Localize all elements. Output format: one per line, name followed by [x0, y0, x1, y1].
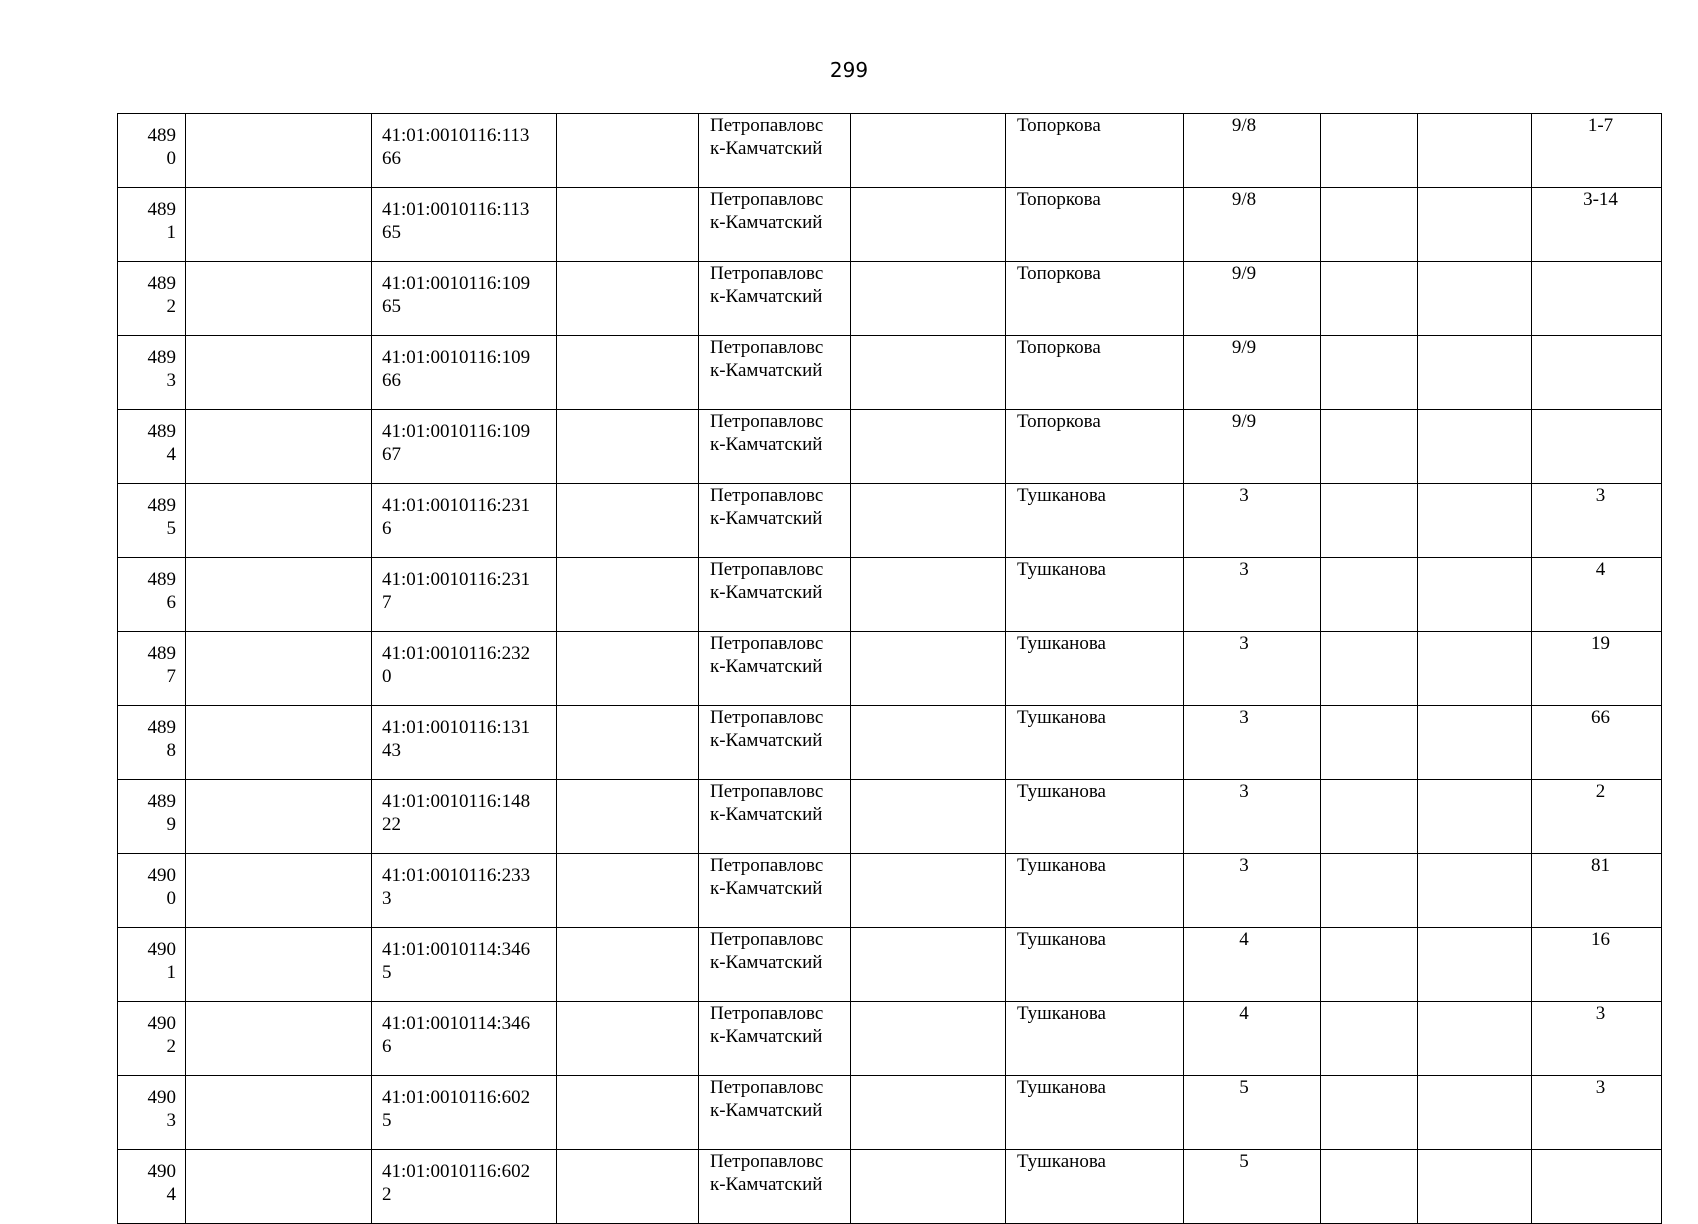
row-number-cell: 489 2	[118, 262, 186, 336]
house-number-cell: 9/9	[1184, 262, 1321, 336]
page-number: 299	[829, 58, 869, 82]
city-cell: Петропавловс к-Камчатский	[699, 262, 851, 336]
city-cell: Петропавловс к-Камчатский	[699, 632, 851, 706]
table-row	[118, 188, 1662, 262]
apartment-number-cell: 3	[1532, 1076, 1662, 1150]
row-number-cell: 490 3	[118, 1076, 186, 1150]
empty-cell	[851, 410, 1006, 484]
street-cell: Тушканова	[1006, 928, 1184, 1002]
cadastral-number-cell: 41:01:0010116:109 65	[372, 262, 557, 336]
empty-cell	[1321, 632, 1418, 706]
row-number-cell: 489 5	[118, 484, 186, 558]
empty-cell	[1321, 410, 1418, 484]
apartment-number-cell: 3-14	[1532, 188, 1662, 262]
cadastral-number-cell: 41:01:0010116:148 22	[372, 780, 557, 854]
city-cell: Петропавловс к-Камчатский	[699, 1076, 851, 1150]
row-number-cell: 489 3	[118, 336, 186, 410]
city-cell: Петропавловс к-Камчатский	[699, 706, 851, 780]
house-number-cell: 9/9	[1184, 410, 1321, 484]
street-cell: Тушканова	[1006, 484, 1184, 558]
cadastral-number-cell: 41:01:0010116:109 66	[372, 336, 557, 410]
empty-cell	[851, 336, 1006, 410]
empty-cell	[557, 262, 699, 336]
cadastral-number-cell: 41:01:0010116:113 65	[372, 188, 557, 262]
empty-cell	[1418, 1150, 1532, 1224]
apartment-number-cell: 4	[1532, 558, 1662, 632]
apartment-number-cell: 81	[1532, 854, 1662, 928]
street-cell: Топоркова	[1006, 336, 1184, 410]
empty-cell	[1418, 928, 1532, 1002]
street-cell: Тушканова	[1006, 1002, 1184, 1076]
row-number-cell: 490 4	[118, 1150, 186, 1224]
city-cell: Петропавловс к-Камчатский	[699, 484, 851, 558]
street-cell: Топоркова	[1006, 188, 1184, 262]
row-number-cell: 490 2	[118, 1002, 186, 1076]
cadastral-number-cell: 41:01:0010116:113 66	[372, 114, 557, 188]
empty-cell	[186, 484, 372, 558]
empty-cell	[557, 780, 699, 854]
empty-cell	[1418, 854, 1532, 928]
empty-cell	[186, 706, 372, 780]
empty-cell	[1418, 632, 1532, 706]
cadastral-number-cell: 41:01:0010114:346 5	[372, 928, 557, 1002]
city-cell: Петропавловс к-Камчатский	[699, 558, 851, 632]
row-number-cell: 489 8	[118, 706, 186, 780]
city-cell: Петропавловс к-Камчатский	[699, 188, 851, 262]
empty-cell	[186, 1076, 372, 1150]
empty-cell	[186, 1002, 372, 1076]
empty-cell	[186, 928, 372, 1002]
empty-cell	[851, 854, 1006, 928]
row-number-cell: 489 6	[118, 558, 186, 632]
cadastral-number-cell: 41:01:0010116:232 0	[372, 632, 557, 706]
apartment-number-cell: 2	[1532, 780, 1662, 854]
cadastral-number-cell: 41:01:0010116:602 2	[372, 1150, 557, 1224]
empty-cell	[851, 1076, 1006, 1150]
apartment-number-cell	[1532, 336, 1662, 410]
street-cell: Топоркова	[1006, 262, 1184, 336]
empty-cell	[557, 336, 699, 410]
table-row	[118, 928, 1662, 1002]
empty-cell	[1418, 410, 1532, 484]
house-number-cell: 5	[1184, 1150, 1321, 1224]
table-row	[118, 1002, 1662, 1076]
empty-cell	[1418, 114, 1532, 188]
table-row	[118, 410, 1662, 484]
empty-cell	[186, 114, 372, 188]
table-row	[118, 336, 1662, 410]
table-row	[118, 632, 1662, 706]
empty-cell	[1418, 1076, 1532, 1150]
empty-cell	[851, 780, 1006, 854]
cadastral-number-cell: 41:01:0010116:602 5	[372, 1076, 557, 1150]
apartment-number-cell	[1532, 410, 1662, 484]
empty-cell	[1321, 1076, 1418, 1150]
house-number-cell: 9/9	[1184, 336, 1321, 410]
apartment-number-cell: 3	[1532, 484, 1662, 558]
empty-cell	[557, 928, 699, 1002]
row-number-cell: 489 4	[118, 410, 186, 484]
empty-cell	[557, 114, 699, 188]
empty-cell	[557, 1150, 699, 1224]
house-number-cell: 4	[1184, 928, 1321, 1002]
street-cell: Тушканова	[1006, 780, 1184, 854]
table-row	[118, 1076, 1662, 1150]
house-number-cell: 9/8	[1184, 114, 1321, 188]
cadastral-number-cell: 41:01:0010116:131 43	[372, 706, 557, 780]
house-number-cell: 3	[1184, 632, 1321, 706]
street-cell: Тушканова	[1006, 1150, 1184, 1224]
row-number-cell: 490 1	[118, 928, 186, 1002]
empty-cell	[557, 854, 699, 928]
city-cell: Петропавловс к-Камчатский	[699, 780, 851, 854]
empty-cell	[1418, 1002, 1532, 1076]
empty-cell	[557, 1076, 699, 1150]
street-cell: Тушканова	[1006, 1076, 1184, 1150]
empty-cell	[1321, 1150, 1418, 1224]
city-cell: Петропавловс к-Камчатский	[699, 410, 851, 484]
empty-cell	[851, 632, 1006, 706]
city-cell: Петропавловс к-Камчатский	[699, 336, 851, 410]
empty-cell	[1418, 188, 1532, 262]
table-row	[118, 484, 1662, 558]
street-cell: Топоркова	[1006, 410, 1184, 484]
empty-cell	[557, 410, 699, 484]
empty-cell	[1418, 706, 1532, 780]
empty-cell	[1321, 484, 1418, 558]
street-cell: Топоркова	[1006, 114, 1184, 188]
house-number-cell: 3	[1184, 484, 1321, 558]
empty-cell	[186, 632, 372, 706]
row-number-cell: 489 1	[118, 188, 186, 262]
empty-cell	[851, 706, 1006, 780]
empty-cell	[1418, 558, 1532, 632]
empty-cell	[1418, 780, 1532, 854]
empty-cell	[851, 1002, 1006, 1076]
empty-cell	[186, 188, 372, 262]
empty-cell	[186, 336, 372, 410]
row-number-cell: 489 7	[118, 632, 186, 706]
row-number-cell: 490 0	[118, 854, 186, 928]
street-cell: Тушканова	[1006, 558, 1184, 632]
table-row	[118, 706, 1662, 780]
empty-cell	[1418, 336, 1532, 410]
city-cell: Петропавловс к-Камчатский	[699, 928, 851, 1002]
house-number-cell: 9/8	[1184, 188, 1321, 262]
empty-cell	[851, 484, 1006, 558]
empty-cell	[1321, 706, 1418, 780]
cadastral-number-cell: 41:01:0010116:233 3	[372, 854, 557, 928]
apartment-number-cell: 16	[1532, 928, 1662, 1002]
empty-cell	[851, 188, 1006, 262]
apartment-number-cell: 3	[1532, 1002, 1662, 1076]
apartment-number-cell	[1532, 1150, 1662, 1224]
apartment-number-cell: 19	[1532, 632, 1662, 706]
empty-cell	[557, 706, 699, 780]
street-cell: Тушканова	[1006, 706, 1184, 780]
empty-cell	[557, 484, 699, 558]
empty-cell	[851, 558, 1006, 632]
table-row	[118, 854, 1662, 928]
empty-cell	[1321, 188, 1418, 262]
empty-cell	[557, 1002, 699, 1076]
city-cell: Петропавловс к-Камчатский	[699, 1150, 851, 1224]
empty-cell	[186, 558, 372, 632]
empty-cell	[851, 262, 1006, 336]
empty-cell	[186, 780, 372, 854]
house-number-cell: 4	[1184, 1002, 1321, 1076]
empty-cell	[1418, 262, 1532, 336]
empty-cell	[851, 928, 1006, 1002]
house-number-cell: 3	[1184, 706, 1321, 780]
table-row	[118, 1150, 1662, 1224]
empty-cell	[1321, 262, 1418, 336]
city-cell: Петропавловс к-Камчатский	[699, 114, 851, 188]
empty-cell	[1321, 854, 1418, 928]
street-cell: Тушканова	[1006, 854, 1184, 928]
apartment-number-cell: 66	[1532, 706, 1662, 780]
cadastral-number-cell: 41:01:0010114:346 6	[372, 1002, 557, 1076]
house-number-cell: 3	[1184, 780, 1321, 854]
empty-cell	[186, 410, 372, 484]
empty-cell	[186, 854, 372, 928]
table-row	[118, 262, 1662, 336]
street-cell: Тушканова	[1006, 632, 1184, 706]
cadastral-number-cell: 41:01:0010116:109 67	[372, 410, 557, 484]
house-number-cell: 3	[1184, 854, 1321, 928]
empty-cell	[186, 1150, 372, 1224]
cadastral-number-cell: 41:01:0010116:231 6	[372, 484, 557, 558]
empty-cell	[1321, 114, 1418, 188]
empty-cell	[557, 188, 699, 262]
empty-cell	[851, 1150, 1006, 1224]
empty-cell	[1321, 1002, 1418, 1076]
house-number-cell: 3	[1184, 558, 1321, 632]
registry-table	[117, 113, 1662, 1224]
row-number-cell: 489 0	[118, 114, 186, 188]
city-cell: Петропавловс к-Камчатский	[699, 854, 851, 928]
empty-cell	[557, 632, 699, 706]
table-row	[118, 780, 1662, 854]
empty-cell	[1321, 928, 1418, 1002]
row-number-cell: 489 9	[118, 780, 186, 854]
apartment-number-cell: 1-7	[1532, 114, 1662, 188]
table-row	[118, 114, 1662, 188]
empty-cell	[557, 558, 699, 632]
empty-cell	[1321, 780, 1418, 854]
apartment-number-cell	[1532, 262, 1662, 336]
city-cell: Петропавловс к-Камчатский	[699, 1002, 851, 1076]
house-number-cell: 5	[1184, 1076, 1321, 1150]
empty-cell	[851, 114, 1006, 188]
empty-cell	[1418, 484, 1532, 558]
cadastral-number-cell: 41:01:0010116:231 7	[372, 558, 557, 632]
table-row	[118, 558, 1662, 632]
empty-cell	[186, 262, 372, 336]
empty-cell	[1321, 558, 1418, 632]
empty-cell	[1321, 336, 1418, 410]
